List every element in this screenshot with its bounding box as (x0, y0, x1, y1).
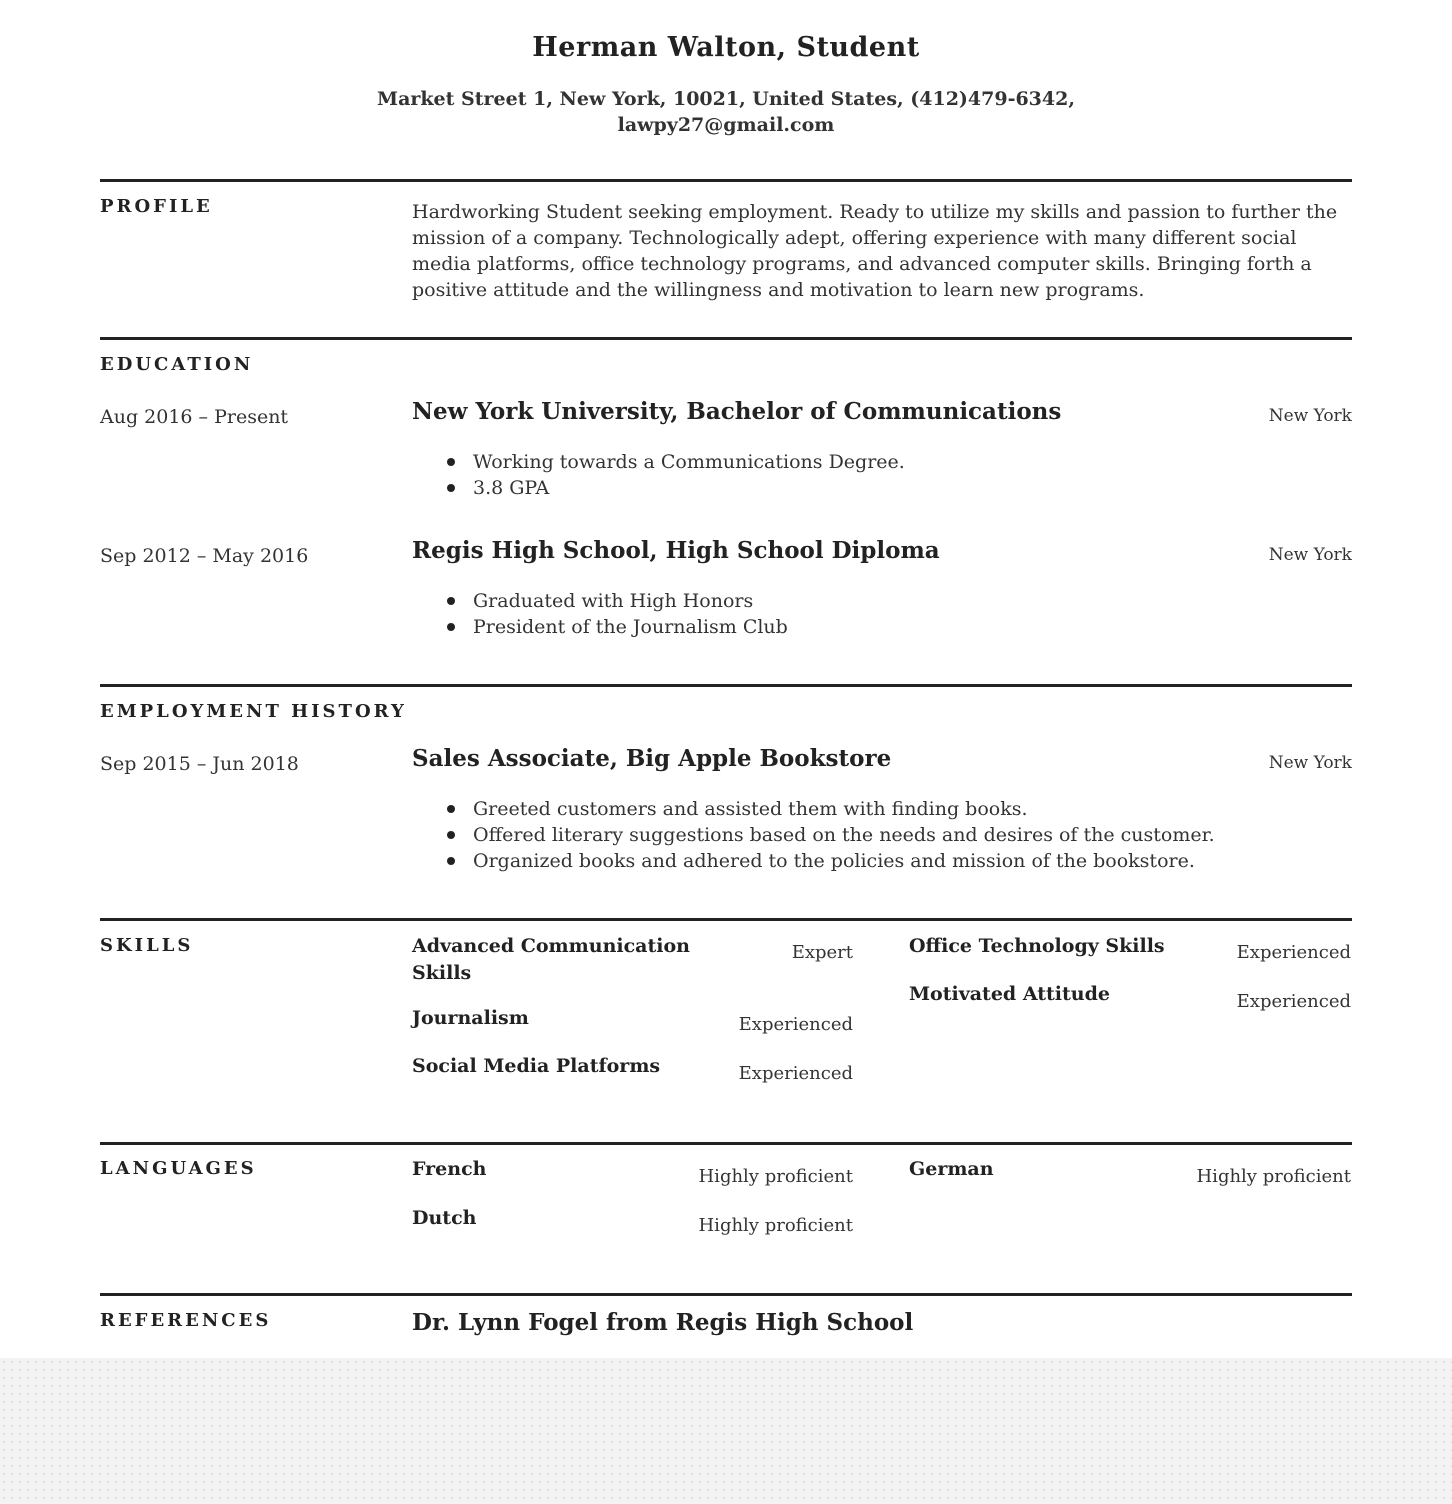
section-divider (100, 684, 1352, 687)
education-bullets (412, 588, 788, 640)
section-divider (100, 1142, 1352, 1145)
language-name: German (909, 1158, 994, 1180)
language-name: French (412, 1158, 487, 1180)
skill-level: Experienced (738, 1014, 853, 1035)
skill-level: Expert (791, 942, 853, 963)
list-item: Working towards a Communications Degree. (473, 451, 905, 473)
skill-name: Motivated Attitude (909, 983, 1110, 1005)
education-title: Regis High School, High School Diploma (412, 537, 940, 564)
list-item: 3.8 GPA (473, 475, 905, 501)
education-dates: Sep 2012 – May 2016 (100, 545, 309, 567)
reference-name: Dr. Lynn Fogel from Regis High School (412, 1309, 914, 1336)
section-title-references: REFERENCES (100, 1310, 272, 1331)
skill-level: Experienced (1236, 991, 1351, 1012)
employment-bullets (412, 796, 1215, 874)
contact-email: lawpy27@gmail.com (617, 114, 835, 136)
section-divider (100, 337, 1352, 340)
language-level: Highly proficient (698, 1215, 853, 1236)
education-city: New York (1268, 545, 1352, 565)
list-item: President of the Journalism Club (473, 616, 788, 638)
list-item: Graduated with High Honors (473, 588, 788, 614)
section-title-skills: SKILLS (100, 935, 194, 956)
section-divider (100, 1293, 1352, 1296)
section-divider (100, 918, 1352, 921)
skill-name: Advanced Communication Skills (412, 935, 690, 984)
skill-name: Social Media Platforms (412, 1055, 661, 1077)
section-title-employment: EMPLOYMENT HISTORY (100, 701, 407, 722)
page-fade-overlay (0, 1358, 1452, 1504)
section-title-education: EDUCATION (100, 354, 254, 375)
section-divider (100, 179, 1352, 182)
education-dates: Aug 2016 – Present (100, 406, 289, 428)
language-name: Dutch (412, 1207, 477, 1229)
employment-dates: Sep 2015 – Jun 2018 (100, 753, 299, 775)
language-level: Highly proficient (698, 1166, 853, 1187)
education-city: New York (1268, 406, 1352, 426)
employment-title: Sales Associate, Big Apple Bookstore (412, 745, 892, 772)
profile-summary: Hardworking Student seeking employment. Ready to utilize my skills and passion to further the mission of a company. Technologically adept, offering experience with many different social media platforms, office technology programs, and advanced computer skills. Bringing forth a positive attitude and the willingness and motivation to learn new programs. (412, 201, 1338, 301)
skill-name: Journalism (412, 1007, 529, 1029)
education-bullets (412, 449, 905, 501)
list-item: Organized books and adhered to the policies and mission of the bookstore. (473, 848, 1215, 874)
candidate-name: Herman Walton, Student (532, 32, 920, 63)
skill-level: Experienced (1236, 942, 1351, 963)
skill-level: Experienced (738, 1063, 853, 1084)
list-item: Greeted customers and assisted them with finding books. (473, 796, 1215, 822)
language-level: Highly proficient (1196, 1166, 1351, 1187)
education-title: New York University, Bachelor of Communications (412, 398, 1062, 425)
skill-name: Office Technology Skills (909, 935, 1165, 957)
section-title-languages: LANGUAGES (100, 1158, 257, 1179)
employment-city: New York (1268, 753, 1352, 773)
list-item: Offered literary suggestions based on the needs and desires of the customer. (473, 824, 1215, 846)
section-title-profile: PROFILE (100, 196, 213, 217)
contact-address-phone: Market Street 1, New York, 10021, United States, (412)479-6342, (377, 88, 1075, 110)
contact-info (0, 86, 1452, 138)
